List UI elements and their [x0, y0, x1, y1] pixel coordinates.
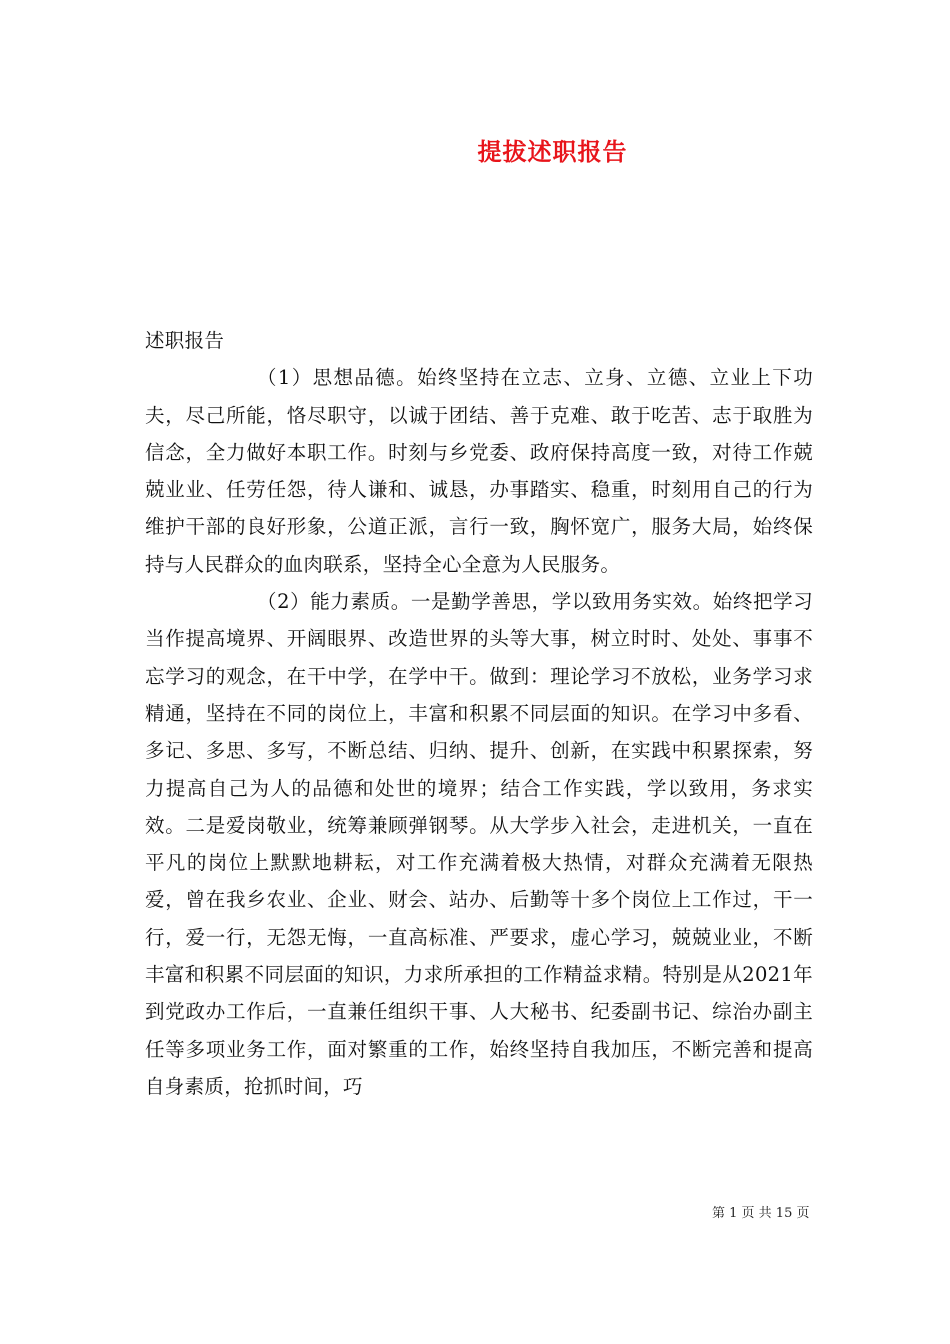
section-heading: 述职报告 — [145, 329, 225, 352]
paragraph-ideology: （1）思想品德。始终坚持在立志、立身、立德、立业上下功夫，尽己所能，恪尽职守，以诚于团结、善于克难、敢于吃苦、志于取胜为信念，全力做好本职工作。时刻与乡党委、政府保持高度一致，对待工作兢兢业业、任劳任怨，待人谦和、诚恳，办事踏实、稳重，时刻用自己的行为维护干部的良好形象，公道正派，言行一致，胸怀宽广，服务大局，始终保持与人民群众的血肉联系，坚持全心全意为人民服务。 — [145, 366, 813, 576]
paragraph-ability: （2）能力素质。一是勤学善思，学以致用务实效。始终把学习当作提高境界、开阔眼界、改造世界的头等大事，树立时时、处处、事事不忘学习的观念，在干中学，在学中干。做到：理论学习不放松，业务学习求精通，坚持在不同的岗位上，丰富和积累不同层面的知识。在学习中多看、多记、多思、多写，不断总结、归纳、提升、创新，在实践中积累探索，努力提高自己为人的品德和处世的境界；结合工作实践，学以致用，务求实效。二是爱岗敬业，统筹兼顾弹钢琴。从大学步入社会，走进机关，一直在平凡的岗位上默默地耕耘，对工作充满着极大热情，对群众充满着无限热爱，曾在我乡农业、企业、财会、站办、后勤等十多个岗位上工作过，干一行，爱一行，无怨无悔，一直高标准、严要求，虚心学习，兢兢业业，不断丰富和积累不同层面的知识，力求所承担的工作精益求精。特别是从2021年到党政办工作后，一直兼任组织干事、人大秘书、纪委副书记、综治办副主任等多项业务工作，面对繁重的工作，始终坚持自我加压，不断完善和提高自身素质，抢抓时间，巧 — [145, 590, 813, 1098]
document-body — [145, 322, 813, 1105]
document-title: 提拔述职报告 — [477, 137, 628, 166]
page-number: 第 1 页 共 15 页 — [712, 1206, 810, 1221]
